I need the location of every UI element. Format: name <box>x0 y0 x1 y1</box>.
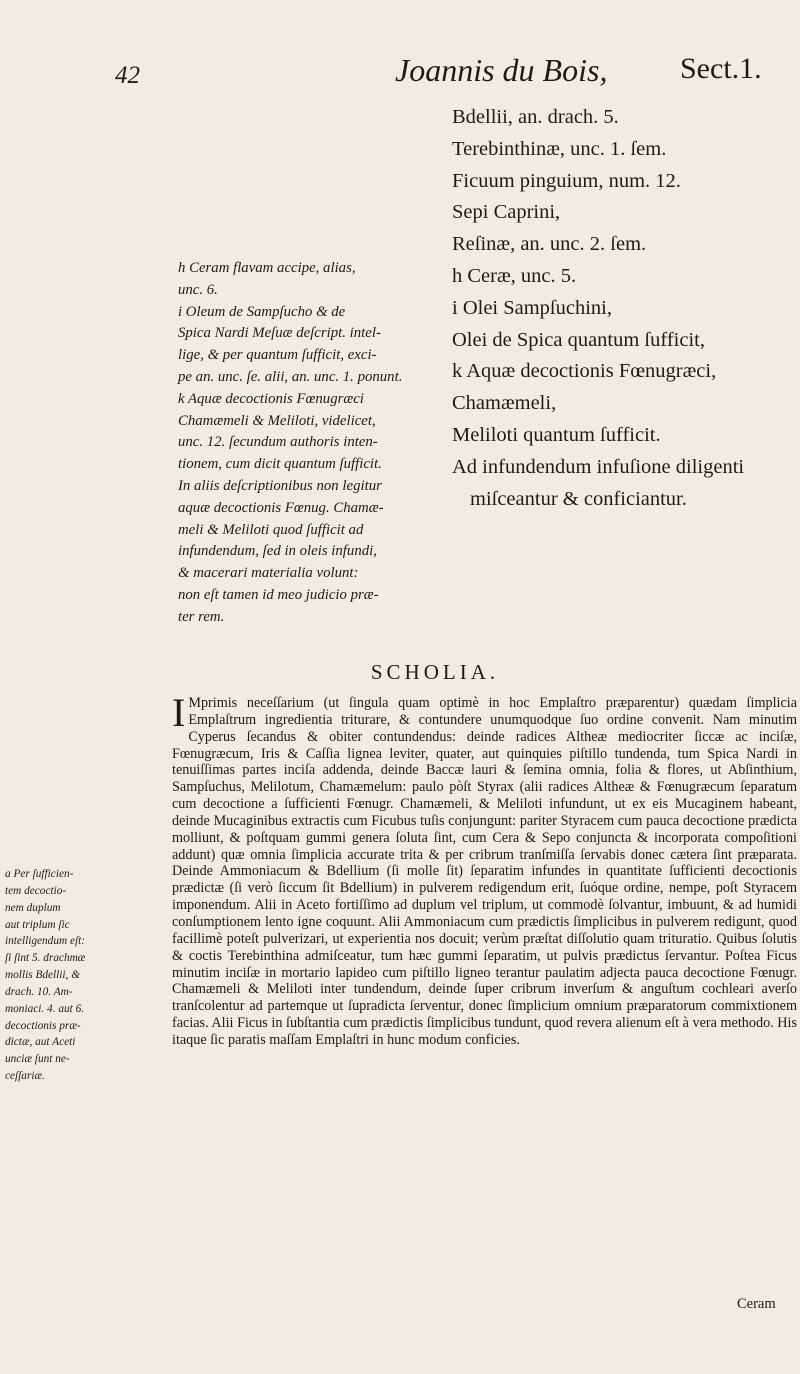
margin-note-line: intelligendum eſt: <box>5 935 85 948</box>
sidenote-line: Spica Nardi Meſuæ deſcript. intel- <box>178 325 381 342</box>
sidenote-line: & macerari materialia volunt: <box>178 565 359 582</box>
margin-note <box>5 866 173 1085</box>
sidenote-line: i Oleum de Sampſucho & de <box>178 303 346 320</box>
recipe-line: Olei de Spica quantum ſufficit, <box>452 328 705 351</box>
margin-note-line: moniaci. 4. aut 6. <box>5 1002 85 1015</box>
margin-note-line: decoctionis præ- <box>5 1019 81 1032</box>
sidenote-line: meli & Meliloti quod ſufficit ad <box>178 521 364 538</box>
sidenote-line: Chamæmeli & Meliloti, videlicet, <box>178 412 376 429</box>
running-title: Joannis du Bois, <box>395 52 608 88</box>
recipe-line: Chamæmeli, <box>452 392 557 415</box>
margin-note-line: tem decoctio- <box>5 884 67 897</box>
recipe-line: Sepi Caprini, <box>452 201 561 224</box>
sidenote-line: ter rem. <box>178 608 225 625</box>
margin-note-line: mollis Bdellii, & <box>5 969 80 982</box>
sidenote-line: unc. 6. <box>178 281 218 298</box>
recipe-line: k Aquæ decoctionis Fœnugræci, <box>452 360 717 383</box>
recipe-line: Reſinæ, an. unc. 2. ſem. <box>452 233 647 256</box>
sidenote-line: tionem, cum dicit quantum ſufficit. <box>178 456 382 473</box>
sidenote-line: h Ceram flavam accipe, alias, <box>178 260 356 276</box>
sidenote-line: In aliis deſcriptionibus non legitur <box>178 477 382 494</box>
recipe-line: h Ceræ, unc. 5. <box>452 264 577 287</box>
sidenote-line: pe an. unc. ſe. alii, an. unc. 1. ponunt. <box>178 368 403 385</box>
drop-cap: I <box>172 690 186 735</box>
section-label: Sect.1. <box>680 52 762 85</box>
recipe-line: Meliloti quantum ſufficit. <box>452 423 661 446</box>
margin-note-line: ceſſariæ. <box>5 1070 45 1083</box>
sidenote-block <box>178 258 446 629</box>
sidenote-line: k Aquæ decoctionis Fœnugræci <box>178 390 364 407</box>
scholia-paragraph <box>172 690 797 1049</box>
margin-note-line: dictæ, aut Aceti <box>5 1036 76 1049</box>
recipe-line: Terebinthinæ, unc. 1. ſem. <box>452 137 667 160</box>
margin-note-line: nem duplum <box>5 901 61 914</box>
scholia-body <box>172 690 797 1049</box>
margin-note-line: aut triplum ſic <box>5 918 70 931</box>
scholia-heading: SCHOLIA. <box>370 660 500 684</box>
sidenote-line: infundendum, ſed in oleis infundi, <box>178 543 377 560</box>
recipe-list <box>452 102 797 515</box>
recipe-line: Ad infundendum infuſione diligenti <box>452 455 745 478</box>
margin-note-line: ſi ſint 5. drachmæ <box>5 952 86 965</box>
margin-note-line: unciæ ſunt ne- <box>5 1053 70 1066</box>
margin-note-line: a Per ſufficien- <box>5 868 74 880</box>
sidenote-line: lige, & per quantum ſufficit, exci- <box>178 347 377 364</box>
sidenote-line: unc. 12. ſecundum authoris inten- <box>178 434 378 451</box>
page-number: 42 <box>115 62 140 89</box>
recipe-line: miſceantur & conficiantur. <box>470 487 687 510</box>
margin-note-line: drach. 10. Am- <box>5 985 73 998</box>
scholia-text: Mprimis neceſſarium (ut ſingula quam optimè in hoc Emplaſtro præparentur) quædam ſimplicia Emplaſtrum ingredientia triturare, & contundere unumquodque ſuo ordine convenit. Nam minutim Cyperus ſecandus & obiter contundendus: deinde radices Altheæ mediocriter ſiccæ ac inciſæ, Fœnugræcum, Iris & Caſſia lignea leviter, quater, aut quinquies piſtillo tundenda, tum Spica Nardi in tenuiſſimas partes inciſa addenda, deinde Baccæ lauri & ſemina omnia, folia & flores, ut Abſinthium, Sampſuchus, Melilotum, Chamæmelum: paulo pòſt Styrax (alii radices Altheæ & Fœnugræcum ſeparatum cum decoctione a ſufficienti Fœnugr. Chamæmeli, & Meliloti infundunt, ut ex eis Mucaginem habeant, deinde Mucaginibus extractis cum Ficubus tuſis conjungunt: pariter Styracem cum pauca decoctione prædicta molliunt, & poſtquam gummi genera ſoluta ſint, cum Cera & Sepo conjuncta & incorporata compoſitioni addunt) quæ omnia ſimplicia accurate trita & per cribrum tranſmiſſa ſervabis donec cætera ſint præparata. Deinde Ammoniacum & Bdellium (ſi molle ſit) ſeparatim infundes in quantitate ſufficienti decoctionis prædictæ (ſi verò ſiccum ſit Bdellium) in pulverem redigendum erit, ſuóque ordine, nempe, poſt Styracem imponendum. Alii in Aceto fortiſſimo ad duplum vel triplum, ut commodè ſolvantur, imbuunt, & ad humidi conſumptionem lento igne coquunt. Alii Ammoniacum cum prædictis ſimplicibus in pulverem redigunt, quod facillimè poteſt pulverizari, ut experientia nos docuit; verùm præſtat diſſolutio quam trituratio. Quibus ſolutis & coctis Terebinthina admiſceatur, tum hæc gummi ſeparatim, ut pulvis prædictus ſervantur. Poſtea Ficus minutim inciſæ in mortario lapideo cum piſtillo ligneo terantur paulatim adjecta pauca decoctione Fœnugr. Chamæmeli & Meliloti inter tundendum, deinde ſuper cribrum inverſum & anguſtum cochleari averſo tranſcolentur ad partemque ut ſupradicta ſerventur, donec ſimplicium omnium præparatorum commixtionem facias. Alii Ficus in ſubſtantia cum prædictis ſimplicibus tundunt, quod revera alienum eſt à vera methodo. His itaque ſic paratis maſſam Emplaſtri in hunc modum conficies. <box>172 695 797 1048</box>
sidenote-line: non eſt tamen id meo judicio præ- <box>178 586 379 603</box>
catchword: Ceram <box>737 1296 776 1312</box>
sidenote-line: aquæ decoctionis Fœnug. Chamæ- <box>178 499 384 516</box>
recipe-line: Ficuum pinguium, num. 12. <box>452 169 681 192</box>
recipe-line: Bdellii, an. drach. 5. <box>452 106 619 128</box>
recipe-line: i Olei Sampſuchini, <box>452 296 612 319</box>
